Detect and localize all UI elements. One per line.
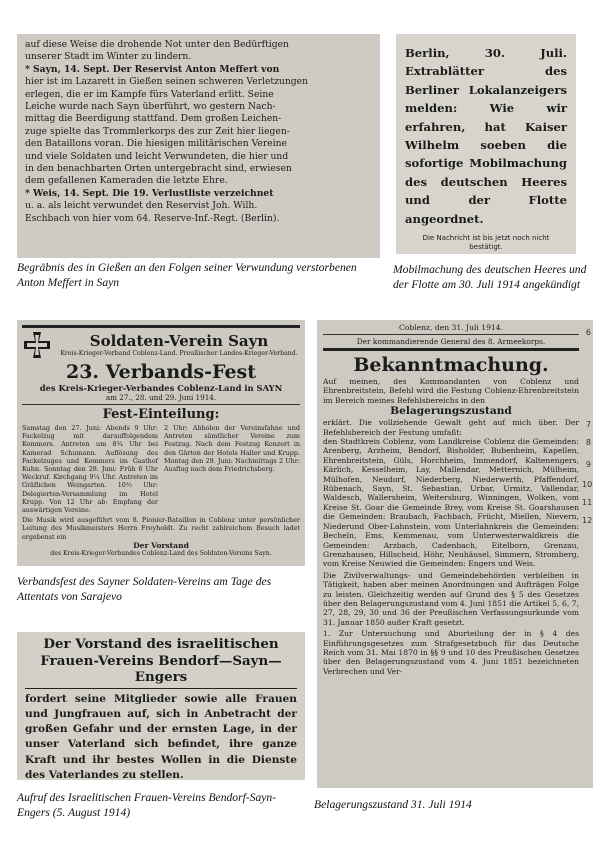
clipping-line: mittag die Beerdigung stattfand. Dem großen Leichen-	[25, 113, 282, 125]
clipping-line: Leiche wurde nach Sayn überführt, wo gestern Nach-	[25, 101, 276, 113]
fest-section: Fest-Einteilung:	[102, 407, 220, 422]
line-number: 7	[585, 420, 591, 429]
fest-sign-2: des Kreis-Krieger-Verbandes Coblenz-Land des Soldaten-Vereins Sayn.	[50, 549, 272, 557]
fest-line-b: am 27., 28. und 29. Juni 1914.	[105, 393, 217, 402]
caption-meffert: Begräbnis des in Gießen an den Folgen seiner Verwundung verstorbenen Anton Meffert in Sayn	[17, 261, 357, 289]
clipping-line: dem gefallenen Kameraden die letzte Ehre.	[25, 175, 228, 187]
caption-frauenverein: Aufruf des Israelitischen Frauen-Vereins Bendorf-Sayn-Engers (5. August 1914)	[17, 791, 277, 819]
rule	[22, 404, 300, 405]
caption-verbandsfest: Verbandsfest des Sayner Soldaten-Vereins am Tage des Attentats von Sarajevo	[17, 575, 272, 603]
frauen-body: fordert seine Mitglieder sowie alle Frauen und Jungfrauen auf, sich in Anbetracht der großen Gefahr und der ernsten Lage, in der unser Vaterland sich befindet, ihre ganze Kraft und ihr bestes Wollen in die Dienste des Vaterlandes zu stellen.	[25, 692, 297, 780]
fest-col-2: 2 Uhr: Abholen der Vereinsfahne und Antreten sämtlicher Vereine zum Festzug. Nach dem Festzug Konzert in den Gärten der Hotels Haller und Krupp. Montag den 29. Juni: Nachmittags 2 Uhr: Ausflug nach dem Friedrichsberg.	[164, 424, 300, 474]
clipping-line: in den benachbarten Orten untergebracht sind, erwiesen	[25, 163, 292, 175]
clipping-verbandsfest	[17, 320, 305, 566]
line-number: 11	[582, 498, 593, 507]
bek-state: Belagerungszustand	[390, 405, 512, 418]
line-numbers	[581, 320, 591, 788]
line-number: 10	[582, 480, 593, 489]
fest-title: 23. Verbands-Fest	[65, 361, 257, 383]
clipping-line: u. a. als leicht verwundet den Reservist Joh. Wilh.	[25, 200, 258, 212]
bek-intro: Auf meinen, des Kommandanten von Coblenz und Ehrenbreitstein, Befehl wird die Festung Coblenz-Ehrenbreitstein im Bereich meines Befehlsbereichs in den	[323, 377, 579, 405]
fest-bottom: Die Musik wird ausgeführt vom 8. Pionier-Bataillon in Coblenz unter persönlicher Leitung des Musikmeisters Herrn Freyholdt. Zu recht zahlreichem Besuch ladet ergebenst ein	[22, 516, 300, 541]
bek-body-2: den Stadtkreis Coblenz, vom Landkreise Coblenz die Gemeinden: Arenberg, Arzheim, Bendorf, Bisholder, Bubenheim, Kapellen, Ehrenbreitstein, Güls, Horchheim, Immendorf, Kaltenengers, Kärlich, Kesselheim, Lay, Mallendar, Metternich, Mülheim, Mülhofen, Neudorf, Niederberg, Niederwerth, Pfaffendorf, Rübenach, Sayn, St. Sebastian, Urbar, Urmitz, Vallendar, Waldesch, Wallersheim, Weitersburg, Winningen, Wolken, vom Kreise St. Goar die Gemeinde Brey, vom Kreise St. Goarshausen die Gemeinden: Braubach, Fachbach, Frücht, Miellen, Nievern, Niederund Ober-Lahnstein, vom Unterlahnkreis die Gemeinden: Becheln, Ems, Kemmenau, vom Unterwesterwaldkreis die Gemeinden: Arzbach, Cadenbach, Eitelborn, Grenzau, Grenzhausen, Hillscheid, Höhr, Neuhäusel, Simmern, Stromberg, vom Kreise Neuwied die Gemeinden: Engers und Weis.	[323, 437, 579, 569]
clipping-line: * Sayn, 14. Sept. Der Reservist Anton Meffert von	[25, 63, 280, 75]
bek-dateline: Coblenz, den 31. Juli 1914.	[399, 323, 503, 332]
line-number: 9	[585, 460, 591, 469]
org-sub: Kreis-Krieger-Verband Coblenz-Land. Preußischer Landes-Krieger-Verband.	[60, 350, 298, 357]
rule	[323, 348, 579, 351]
clipping-line: und viele Soldaten und leicht Verwundeten, die hier und	[25, 150, 289, 162]
mobilization-text: Berlin, 30. Juli. Extrablätter des Berliner Lokalanzeigers melden: Wie wir erfahren, hat Kaiser Wilhelm soeben die sofortige Mobilmachung des deutschen Heeres und der Flotte angeordnet.	[405, 46, 567, 226]
caption-belagerungszustand: Belagerungszustand 31. Juli 1914	[314, 798, 472, 811]
line-number: 6	[585, 328, 591, 337]
clipping-line: den Bataillons voran. Die hiesigen militärischen Vereine	[25, 138, 287, 150]
clipping-line: Eschbach von hier vom 64. Reserve-Inf.-Regt. (Berlin).	[25, 212, 280, 224]
bek-body-3: Die Zivilverwaltungs- und Gemeindebehörden verbleiben in Tätigkeit, haben aber meinen Anordnungen und Aufträgen Folge zu leisten. Gleichzeitig werden auf Grund des § 5 des Gesetzes über den Belagerungszustand vom 4. Juni 1851 die Artikel 5, 6, 7, 27, 28, 29, 30 und 36 der Preußischen Verfassungsurkunde vom 31. Januar 1850 außer Kraft gesetzt.	[323, 570, 579, 627]
bek-body-4: 1. Zur Untersuchung und Aburteilung der in § 4 des Einführungsgesetzes zum Strafgesetzbuch für das Deutsche Reich vom 31. Mai 1870 in §§ 9 und 10 des Preußischen Gesetzes über den Belagerungszustand vom 4. Juni 1851 bezeichneten Verbrechen und Ver-	[323, 629, 579, 676]
line-number: 8	[585, 438, 591, 447]
rule	[22, 325, 300, 328]
line-number: 12	[582, 516, 593, 525]
mobilization-note: Die Nachricht ist bis jetzt noch nicht bestätigt.	[422, 234, 550, 252]
org-name: Soldaten-Verein Sayn	[89, 332, 269, 350]
fest-sign-1: Der Vorstand	[133, 540, 189, 550]
clipping-frauenverein	[17, 632, 305, 780]
clipping-line: unserer Stadt im Winter zu lindern.	[25, 51, 192, 63]
iron-cross-icon	[22, 330, 52, 360]
clipping-line: auf diese Weise die drohende Not unter den Bedürftigen	[25, 39, 289, 50]
fest-line-a: des Kreis-Krieger-Verbandes Coblenz-Land in SAYN	[39, 383, 283, 393]
rule	[323, 334, 579, 335]
clipping-mobilization	[396, 34, 576, 254]
bek-sender: Der kommandierende General des 8. Armeekorps.	[356, 337, 546, 346]
clipping-line: erlegen, die er im Kampfe fürs Vaterland erlitt. Seine	[25, 88, 274, 100]
clipping-meffert-burial	[17, 34, 380, 258]
clipping-line: * Weis, 14. Sept. Die 19. Verlustliste verzeichnet	[25, 187, 274, 199]
clipping-belagerungszustand	[317, 320, 593, 788]
clipping-line: hier ist im Lazarett in Gießen seinen schweren Verletzungen	[25, 76, 308, 88]
caption-mobilization: Mobilmachung des deutschen Heeres und der Flotte am 30. Juli 1914 angekündigt	[393, 263, 587, 291]
frauen-heading: Der Vorstand des israelitischen Frauen-Vereins Bendorf—Sayn—Engers	[25, 636, 297, 689]
bek-title: Bekanntmachung.	[353, 354, 549, 376]
bek-body-1: erklärt. Die vollziehende Gewalt geht auf mich über. Der Befehlsbereich der Festung umfaßt:	[323, 418, 579, 437]
fest-col-1: Samstag den 27. Juni: Abends 9 Uhr: Fackelzug mit darauffolgendem Kommers. Antreten um 8¾ Uhr bei Kamerad Schumann. Auflösung des Fackelzuges und Kommers im Gasthof Kuhn. Sonntag den 28. Juni: Früh 6 Uhr Weckruf. Kirchgang 9¼ Uhr. Antreten im Gräflichen Weingarten. 10½ Uhr: Delegierten-Versammlung im Hotel Krupp. Von 12 Uhr ab: Empfang der auswärtigen Vereine.	[22, 424, 158, 515]
clipping-line: zuge spielte das Trommlerkorps des zur Zeit hier liegen-	[25, 125, 290, 137]
clipping-text	[25, 39, 372, 225]
